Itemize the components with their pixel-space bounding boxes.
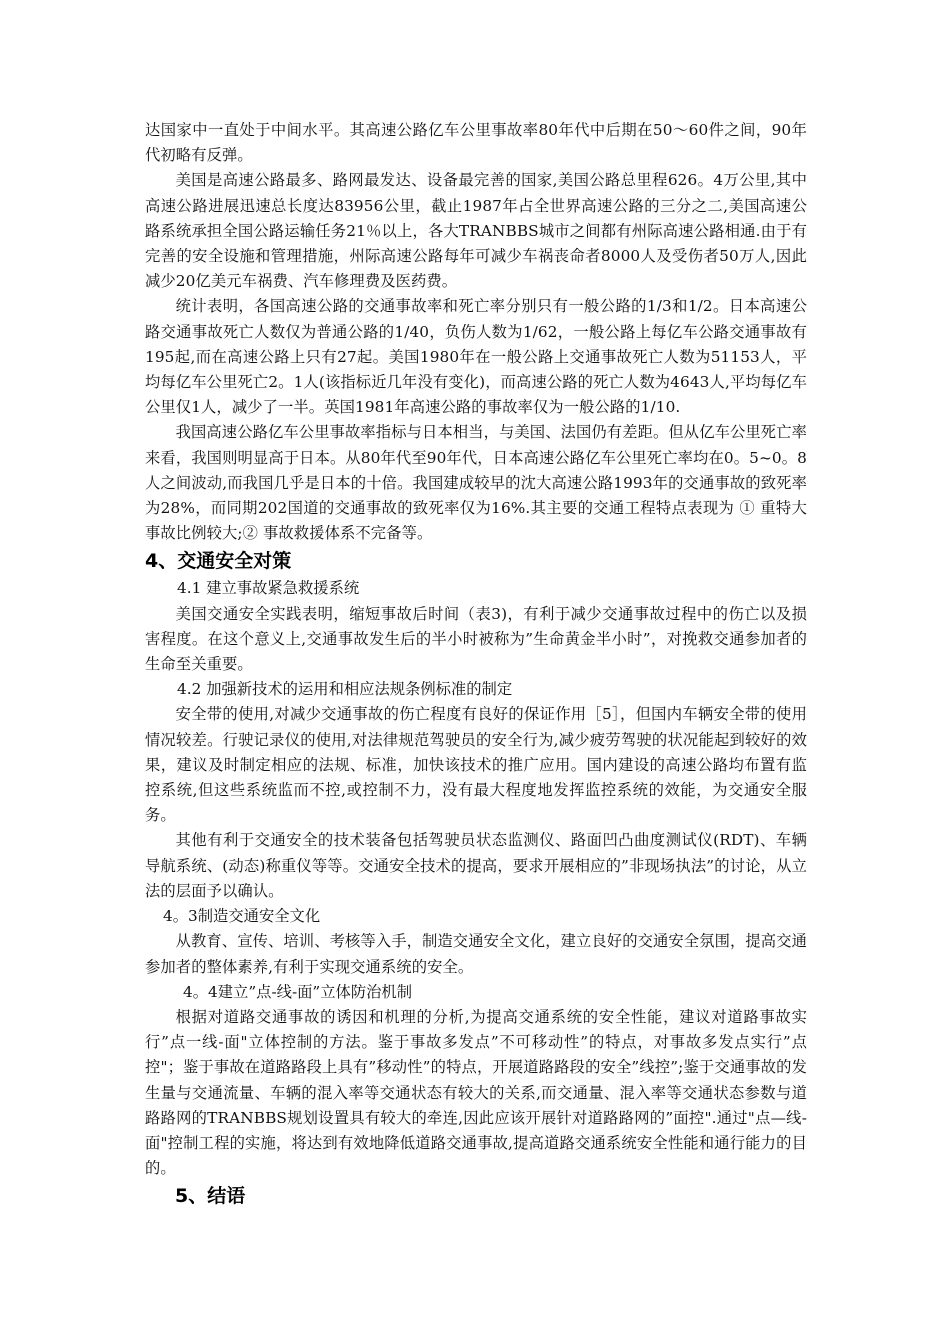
subheading-4-2: 4.2 加强新技术的运用和相应法规条例标准的制定 xyxy=(177,680,513,699)
subheading-4-1: 4.1 建立事故紧急救援系统 xyxy=(177,579,360,598)
heading-section-5: 5、结语 xyxy=(175,1185,246,1208)
heading-section-4: 4、交通安全对策 xyxy=(145,550,292,573)
paragraph-4-4: 根据对道路交通事故的诱因和机理的分析,为提高交通系统的安全性能，建议对道路事故实行”点一线-面"立体控制的方法。鉴于事故多发点”不可移动性”的特点，对事故多发点实行”点控"；鉴于事故在道路路段上具有”移动性”的特点，开展道路路段的安全”线控”;鉴于交通事故的发生量与交通流量、车辆的混入率等交通状态有较大的关系,而交通量、混入率等交通状态参数与道路路网的TRANBBS规划设置具有较大的牵连,因此应该开展针对道路路网的”面控".通过"点—线-面"控制工程的实施，将达到有效地降低道路交通事故,提高道路交通系统安全性能和通行能力的目的。 xyxy=(145,1007,807,1178)
paragraph-continuation: 达国家中一直处于中间水平。其高速公路亿车公里事故率80年代中后期在50～60件之间，90年代初略有反弹。 xyxy=(145,121,807,165)
paragraph-statistics: 统计表明，各国高速公路的交通事故率和死亡率分别只有一般公路的1/3和1/2。日本高速公路交通事故死亡人数仅为普通公路的1/40，负伤人数为1/62，一般公路上每亿车公路交通事故有195起,而在高速公路上只有27起。美国1980年在一般公路上交通事故死亡人数为51153人，平均每亿车公里死亡2。1人(该指标近几年没有变化)，而高速公路的死亡人数为4643人,平均每亿车公里仅1人，减少了一半。英国1981年高速公路的事故率仅为一般公路的1/10. xyxy=(145,297,807,417)
paragraph-usa-highways: 美国是高速公路最多、路网最发达、设备最完善的国家,美国公路总里程626。4万公里,其中高速公路进展迅速总长度达83956公里，截止1987年占全世界高速公路的三分之二,美国高速公路系统承担全国公路运输任务21％以上，各大TRANBBS城市之间都有州际高速公路相通.由于有完善的安全设施和管理措施，州际高速公路每年可减少车祸丧命者8000人及受伤者50万人,因此减少20亿美元车祸费、汽车修理费及医药费。 xyxy=(145,171,807,291)
paragraph-4-2-seatbelt: 安全带的使用,对减少交通事故的伤亡程度有良好的保证作用［5］，但国内车辆安全带的使用情况较差。行驶记录仪的使用,对法律规范驾驶员的安全行为,减少疲劳驾驶的状况能起到较好的效果，建议及时制定相应的法规、标准，加快该技术的推广应用。国内建设的高速公路均布置有监控系统,但这些系统监而不控,或控制不力，没有最大程度地发挥监控系统的效能，为交通安全服务。 xyxy=(145,705,807,825)
paragraph-china-comparison: 我国高速公路亿车公里事故率指标与日本相当，与美国、法国仍有差距。但从亿车公里死亡率来看，我国则明显高于日本。从80年代至90年代，日本高速公路亿车公里死亡率均在0。5~0。8人之间波动,而我国几乎是日本的十倍。我国建成较早的沈大高速公路1993年的交通事故的致死率为28%，而同期202国道的交通事故的致死率仅为16%.其主要的交通工程特点表现为 ① 重特大事故比例较大;② 事故救援体系不完备等。 xyxy=(145,423,807,543)
subheading-4-3: 4。3制造交通安全文化 xyxy=(163,907,321,926)
document-page xyxy=(145,118,807,1211)
paragraph-4-2-equipment: 其他有利于交通安全的技术装备包括驾驶员状态监测仪、路面凹凸曲度测试仪(RDT)、车辆导航系统、(动态)称重仪等等。交通安全技术的提高，要求开展相应的”非现场执法”的讨论，从立法的层面予以确认。 xyxy=(145,831,807,900)
subheading-4-4: 4。4建立”点-线-面”立体防治机制 xyxy=(183,982,413,1001)
paragraph-4-3: 从教育、宣传、培训、考核等入手，制造交通安全文化，建立良好的交通安全氛围，提高交通参加者的整体素养,有利于实现交通系统的安全。 xyxy=(145,932,807,976)
paragraph-4-1: 美国交通安全实践表明，缩短事故后时间（表3)，有利于减少交通事故过程中的伤亡以及损害程度。在这个意义上,交通事故发生后的半小时被称为”生命黄金半小时”，对挽救交通参加者的生命至关重要。 xyxy=(145,604,807,674)
